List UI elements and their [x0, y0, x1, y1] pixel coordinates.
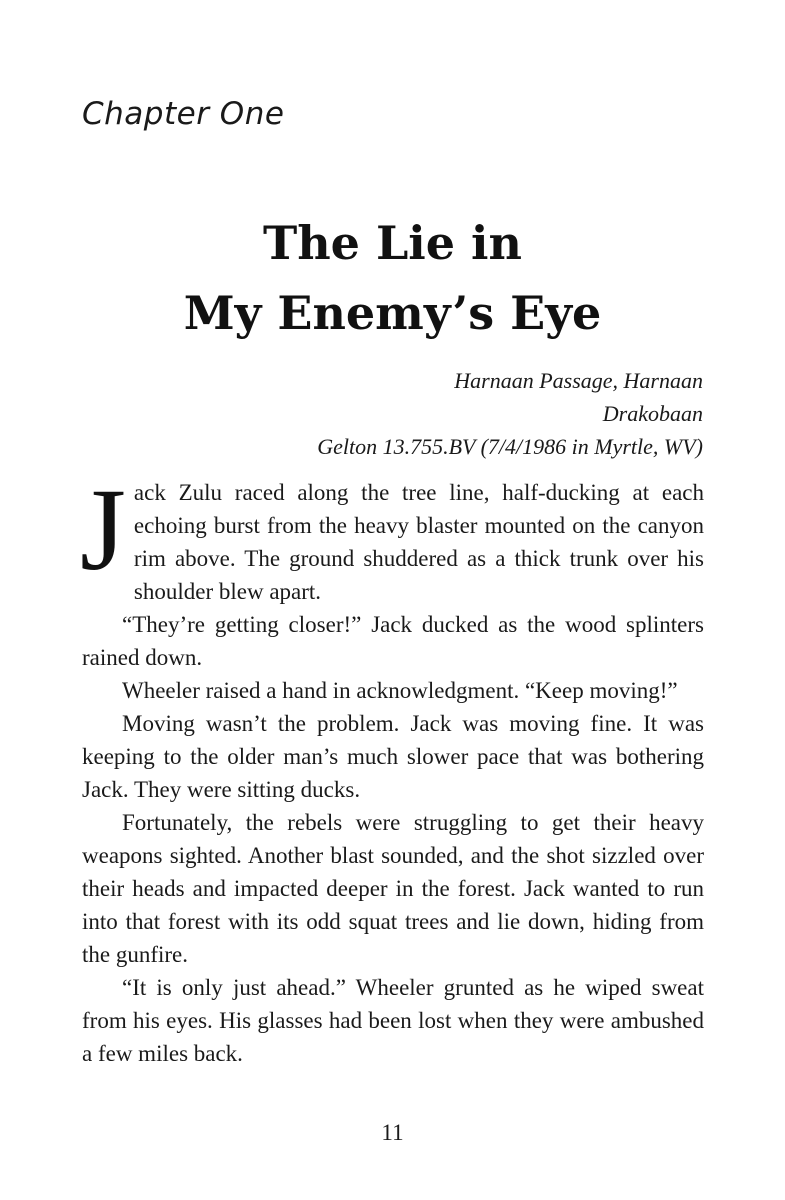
location-line-2: Drakobaan	[602, 401, 703, 426]
location-line-1: Harnaan Passage, Harnaan	[454, 368, 703, 393]
body-text	[80, 464, 704, 1070]
chapter-title-line-1: The Lie in	[263, 216, 522, 270]
drop-cap: J	[80, 464, 126, 595]
paragraph-3: Wheeler raised a hand in acknowledgment. “Keep moving!”	[122, 678, 678, 703]
paragraph-2: “They’re getting closer!” Jack ducked as the wood splinters rained down.	[82, 612, 704, 670]
paragraph-5: Fortunately, the rebels were struggling to get their heavy weapons sighted. Another blast sounded, and the shot sizzled over their heads and impacted deeper in the forest. Jack wanted to run into that forest with its odd squat trees and lie down, hiding from the gunfire.	[82, 810, 704, 967]
location-line-3: Gelton 13.755.BV (7/4/1986 in Myrtle, WV)	[317, 434, 703, 459]
paragraph-6: “It is only just ahead.” Wheeler grunted as he wiped sweat from his eyes. His glasses had been lost when they were ambushed a few miles back.	[82, 975, 704, 1066]
chapter-title	[0, 208, 785, 348]
chapter-title-line-2: My Enemy’s Eye	[183, 286, 602, 340]
paragraph-4: Moving wasn’t the problem. Jack was moving fine. It was keeping to the older man’s much slower pace that was bothering Jack. They were sitting ducks.	[82, 711, 704, 802]
page-number: 11	[381, 1120, 404, 1145]
location-heading	[317, 364, 703, 463]
chapter-label: Chapter One	[82, 96, 285, 132]
paragraph-1	[80, 464, 704, 608]
paragraph-1-text: ack Zulu raced along the tree line, half-ducking at each echoing burst from the heavy blaster mounted on the canyon rim above. The ground shuddered as a thick trunk over his shoulder blew apart.	[133, 480, 704, 604]
